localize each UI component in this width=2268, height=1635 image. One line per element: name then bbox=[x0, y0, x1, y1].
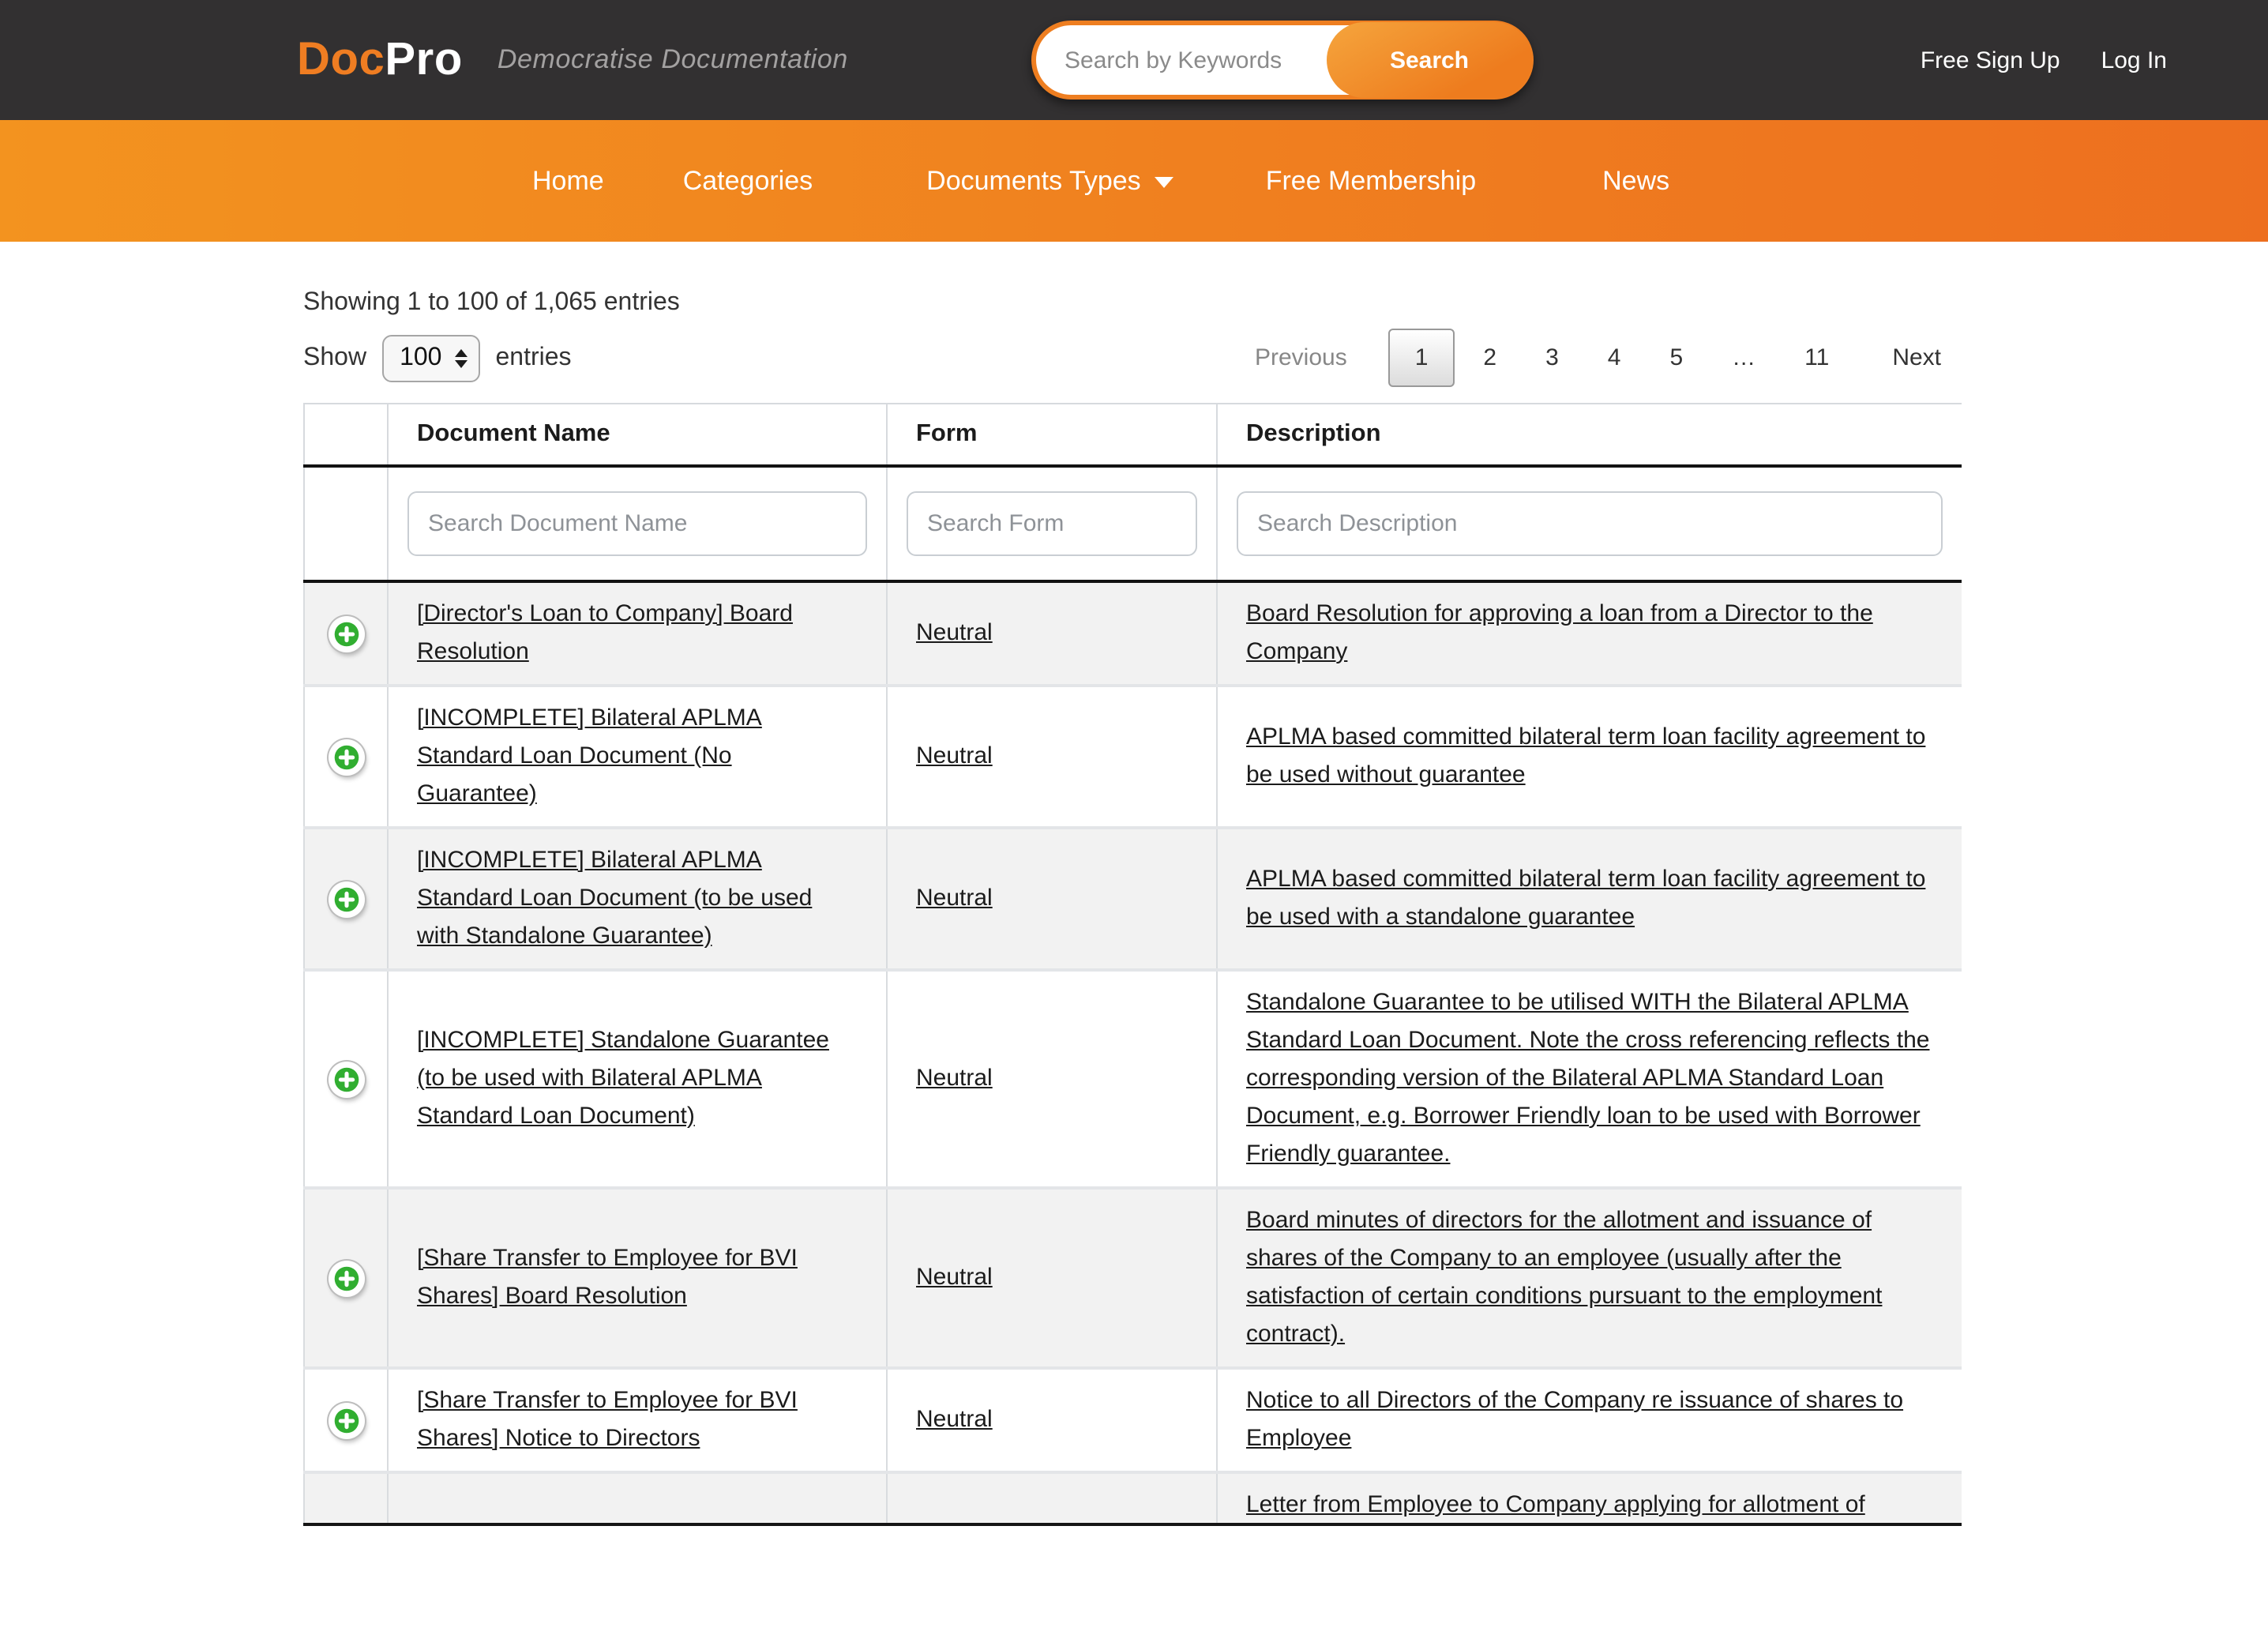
chevron-down-icon bbox=[1155, 177, 1174, 188]
pagination-page-1[interactable]: 1 bbox=[1388, 329, 1455, 387]
search-button[interactable]: Search bbox=[1327, 22, 1532, 98]
table-row bbox=[304, 686, 1962, 828]
expand-row-icon[interactable] bbox=[328, 1260, 364, 1296]
form-link[interactable]: Neutral bbox=[916, 742, 993, 769]
document-name-link[interactable]: [INCOMPLETE] Bilateral APLMA Standard Loan Document (to be used with Standalone Guarantee) bbox=[417, 847, 813, 949]
expand-cell bbox=[304, 686, 388, 828]
expand-row-icon[interactable] bbox=[328, 615, 364, 652]
description-link[interactable]: APLMA based committed bilateral term loan facility agreement to be used with a standalone guarantee bbox=[1246, 866, 1926, 930]
expand-cell bbox=[304, 1472, 388, 1526]
document-name-cell bbox=[388, 1368, 887, 1472]
form-link[interactable]: Neutral bbox=[916, 619, 993, 646]
description-link[interactable]: Letter from Employee to Company applying for allotment of bbox=[1246, 1491, 1865, 1518]
column-header-document-name: Document Name bbox=[388, 404, 887, 466]
expand-cell bbox=[304, 581, 388, 686]
pagination bbox=[1226, 329, 1962, 387]
nav-item-news[interactable] bbox=[1602, 165, 1669, 197]
pagination-page-11[interactable]: 11 bbox=[1804, 344, 1830, 371]
pagination-previous-button[interactable]: Previous bbox=[1255, 344, 1347, 371]
form-link[interactable]: Neutral bbox=[916, 1065, 993, 1092]
document-name-link[interactable]: [INCOMPLETE] Standalone Guarantee (to be used with Bilateral APLMA Standard Loan Document) bbox=[417, 1027, 829, 1129]
description-link[interactable]: APLMA based committed bilateral term loan facility agreement to be used without guarantee bbox=[1246, 724, 1926, 788]
column-header-description: Description bbox=[1217, 404, 1962, 466]
logo[interactable] bbox=[297, 0, 848, 120]
description-cell bbox=[1217, 1368, 1962, 1472]
pagination-page-2[interactable]: 2 bbox=[1483, 344, 1497, 371]
column-header-form: Form bbox=[887, 404, 1217, 466]
header-links bbox=[1921, 0, 2167, 120]
nav-item-home-label: Home bbox=[532, 165, 604, 195]
filter-cell-empty bbox=[304, 466, 388, 581]
table-row bbox=[304, 1368, 1962, 1472]
form-link[interactable]: Neutral bbox=[916, 1264, 993, 1291]
search-description-input[interactable] bbox=[1237, 491, 1943, 556]
showing-entries-text: Showing 1 to 100 of 1,065 entries bbox=[303, 289, 680, 316]
document-name-link[interactable]: [INCOMPLETE] Bilateral APLMA Standard Loan Document (No Guarantee) bbox=[417, 705, 762, 807]
documents-table bbox=[303, 403, 1962, 1526]
filter-cell-description bbox=[1217, 466, 1962, 581]
up-down-spinner-icon bbox=[454, 348, 467, 367]
nav-item-free-membership[interactable] bbox=[1266, 165, 1476, 197]
description-link[interactable]: Board Resolution for approving a loan from a Director to the Company bbox=[1246, 600, 1873, 665]
free-sign-up-link[interactable]: Free Sign Up bbox=[1920, 47, 2060, 73]
table-row bbox=[304, 828, 1962, 970]
expand-row-icon[interactable] bbox=[328, 1402, 364, 1438]
expand-cell bbox=[304, 970, 388, 1188]
expand-cell bbox=[304, 1188, 388, 1368]
logo-doc: Doc bbox=[297, 34, 385, 85]
table-row bbox=[304, 970, 1962, 1188]
table-row bbox=[304, 581, 1962, 686]
column-header-expand bbox=[304, 404, 388, 466]
form-cell bbox=[887, 686, 1217, 828]
expand-cell bbox=[304, 828, 388, 970]
form-cell bbox=[887, 828, 1217, 970]
document-name-cell bbox=[388, 828, 887, 970]
document-name-cell bbox=[388, 1472, 887, 1526]
nav-item-home[interactable] bbox=[532, 165, 604, 197]
table-header-row bbox=[304, 404, 1962, 466]
content-area bbox=[303, 289, 1962, 1526]
show-entries-control bbox=[303, 334, 572, 382]
document-name-cell bbox=[388, 970, 887, 1188]
main-nav bbox=[0, 120, 2268, 242]
table-row bbox=[304, 1188, 1962, 1368]
document-name-link[interactable]: [Share Transfer to Employee for BVI Shares] Board Resolution bbox=[417, 1245, 798, 1310]
tagline: Democratise Documentation bbox=[497, 44, 848, 74]
form-link[interactable]: Neutral bbox=[916, 1406, 993, 1433]
description-cell bbox=[1217, 686, 1962, 828]
table-filter-row bbox=[304, 466, 1962, 581]
pagination-ellipsis: … bbox=[1732, 344, 1756, 371]
logo-text bbox=[297, 34, 463, 86]
table-controls bbox=[303, 329, 1962, 387]
nav-item-categories-label: Categories bbox=[682, 165, 813, 195]
nav-item-categories[interactable] bbox=[683, 165, 813, 197]
description-link[interactable]: Notice to all Directors of the Company re issuance of shares to Employee bbox=[1246, 1387, 1904, 1452]
pagination-next-button[interactable]: Next bbox=[1892, 344, 1941, 371]
document-name-link[interactable]: [Share Transfer to Employee for BVI Shares] Notice to Directors bbox=[417, 1387, 798, 1452]
filter-cell-name bbox=[388, 466, 887, 581]
show-label: Show bbox=[303, 344, 367, 370]
expand-row-icon[interactable] bbox=[328, 881, 364, 917]
logo-pro: Pro bbox=[385, 34, 463, 85]
form-cell bbox=[887, 1188, 1217, 1368]
form-cell bbox=[887, 970, 1217, 1188]
form-cell bbox=[887, 581, 1217, 686]
pagination-page-3[interactable]: 3 bbox=[1545, 344, 1559, 371]
description-cell bbox=[1217, 970, 1962, 1188]
table-row-clipped bbox=[304, 1472, 1962, 1526]
document-name-link[interactable]: [Director's Loan to Company] Board Resolution bbox=[417, 600, 793, 665]
nav-item-documents-types-label: Documents Types bbox=[926, 165, 1141, 195]
expand-row-icon[interactable] bbox=[328, 1061, 364, 1097]
filter-cell-form bbox=[887, 466, 1217, 581]
document-name-cell bbox=[388, 581, 887, 686]
form-link[interactable]: Neutral bbox=[916, 885, 993, 911]
expand-cell bbox=[304, 1368, 388, 1472]
description-cell bbox=[1217, 1472, 1962, 1526]
nav-item-free-membership-label: Free Membership bbox=[1265, 165, 1477, 195]
entries-per-page-select[interactable] bbox=[382, 334, 479, 382]
description-link[interactable]: Board minutes of directors for the allotment and issuance of shares of the Company to an employee (usually after the satisfaction of certain conditions pursuant to the employment contract). bbox=[1246, 1207, 1883, 1347]
description-cell bbox=[1217, 581, 1962, 686]
document-name-cell bbox=[388, 686, 887, 828]
description-link[interactable]: Standalone Guarantee to be utilised WITH the Bilateral APLMA Standard Loan Document. Note the cross referencing reflects the corresponding version of the Bilateral APLMA Standard Loan Document, e.g. Borrower Friendly loan to be used with Borrower Friendly guarantee. bbox=[1246, 989, 1930, 1167]
pagination-page-4[interactable]: 4 bbox=[1607, 344, 1621, 371]
document-name-cell bbox=[388, 1188, 887, 1368]
documents-table-wrapper bbox=[303, 403, 1962, 1526]
search-document-name-input[interactable] bbox=[407, 491, 867, 556]
top-header bbox=[0, 0, 2268, 120]
expand-row-icon[interactable] bbox=[328, 739, 364, 775]
description-cell bbox=[1217, 828, 1962, 970]
entries-per-page-value: 100 bbox=[400, 344, 442, 370]
form-cell bbox=[887, 1472, 1217, 1526]
entries-label: entries bbox=[495, 344, 572, 370]
log-in-link[interactable]: Log In bbox=[2101, 47, 2167, 73]
pagination-page-5[interactable]: 5 bbox=[1669, 344, 1684, 371]
form-cell bbox=[887, 1368, 1217, 1472]
keyword-search-bar bbox=[1031, 21, 1534, 100]
search-form-input[interactable] bbox=[907, 491, 1197, 556]
nav-item-news-label: News bbox=[1602, 165, 1670, 195]
nav-item-documents-types[interactable] bbox=[926, 165, 1174, 197]
description-cell bbox=[1217, 1188, 1962, 1368]
